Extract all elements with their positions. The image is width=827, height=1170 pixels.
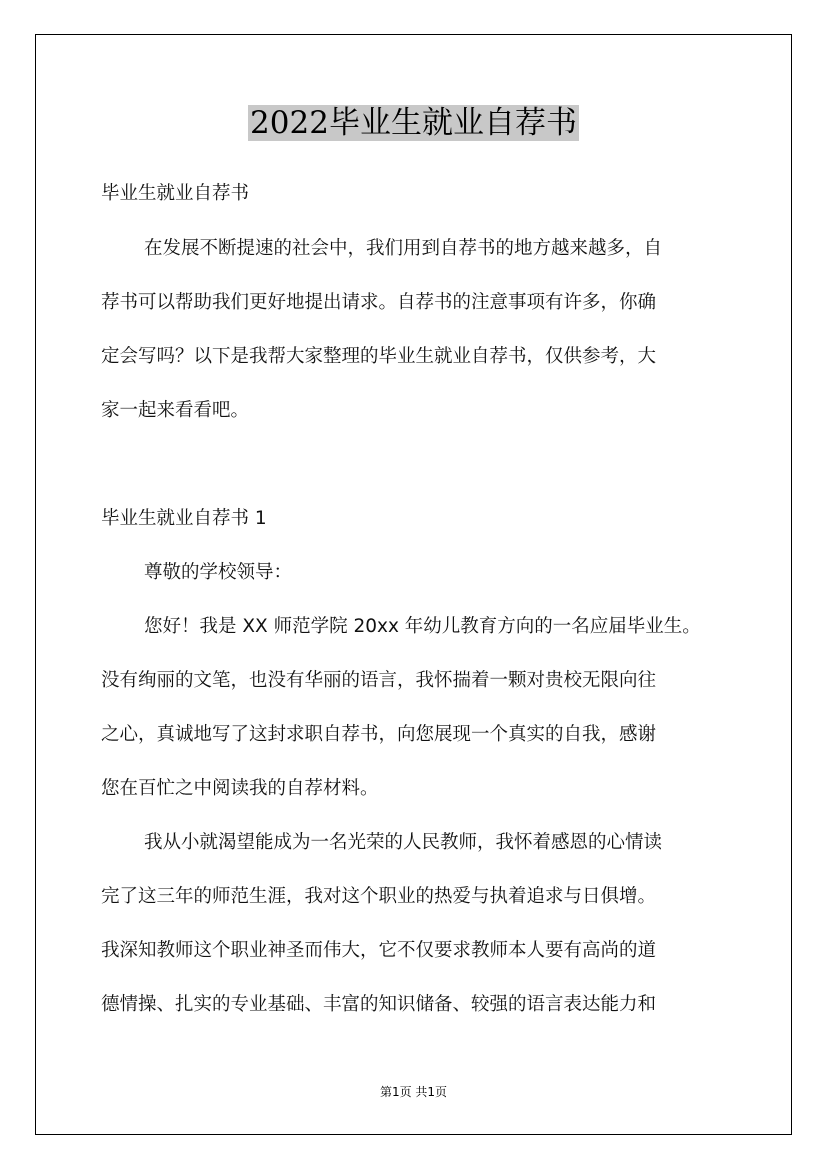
paragraph-line: 定会写吗？以下是我帮大家整理的毕业生就业自荐书，仅供参考，大 bbox=[101, 346, 657, 367]
salutation: 尊敬的学校领导： bbox=[144, 562, 293, 583]
document-title-text: 2022毕业生就业自荐书 bbox=[250, 105, 577, 141]
page-footer: 第1页 共1页 bbox=[379, 1085, 448, 1099]
document-title bbox=[0, 100, 827, 146]
paragraph-line: 我从小就渴望能成为一名光荣的人民教师，我怀着感恩的心情读 bbox=[144, 832, 663, 853]
paragraph-line: 荐书可以帮助我们更好地提出请求。自荐书的注意事项有许多，你确 bbox=[101, 292, 657, 313]
paragraph-line: 德情操、扎实的专业基础、丰富的知识储备、较强的语言表达能力和 bbox=[101, 994, 657, 1015]
paragraph-line: 我深知教师这个职业神圣而伟大，它不仅要求教师本人要有高尚的道 bbox=[101, 940, 657, 961]
section-heading-intro: 毕业生就业自荐书 bbox=[101, 183, 250, 204]
paragraph-line: 家一起来看看吧。 bbox=[101, 400, 250, 421]
paragraph-line: 您在百忙之中阅读我的自荐材料。 bbox=[101, 778, 379, 799]
paragraph-line: 完了这三年的师范生涯，我对这个职业的热爱与执着追求与日俱增。 bbox=[101, 886, 657, 907]
paragraph-line: 您好！我是 XX 师范学院 20xx 年幼儿教育方向的一名应届毕业生。 bbox=[144, 616, 701, 637]
section-heading-letter-1: 毕业生就业自荐书 1 bbox=[101, 508, 267, 529]
paragraph-line: 之心，真诚地写了这封求职自荐书，向您展现一个真实的自我，感谢 bbox=[101, 724, 657, 745]
paragraph-line: 在发展不断提速的社会中，我们用到自荐书的地方越来越多，自 bbox=[144, 238, 663, 259]
paragraph-line: 没有绚丽的文笔，也没有华丽的语言，我怀揣着一颗对贵校无限向往 bbox=[101, 670, 657, 691]
